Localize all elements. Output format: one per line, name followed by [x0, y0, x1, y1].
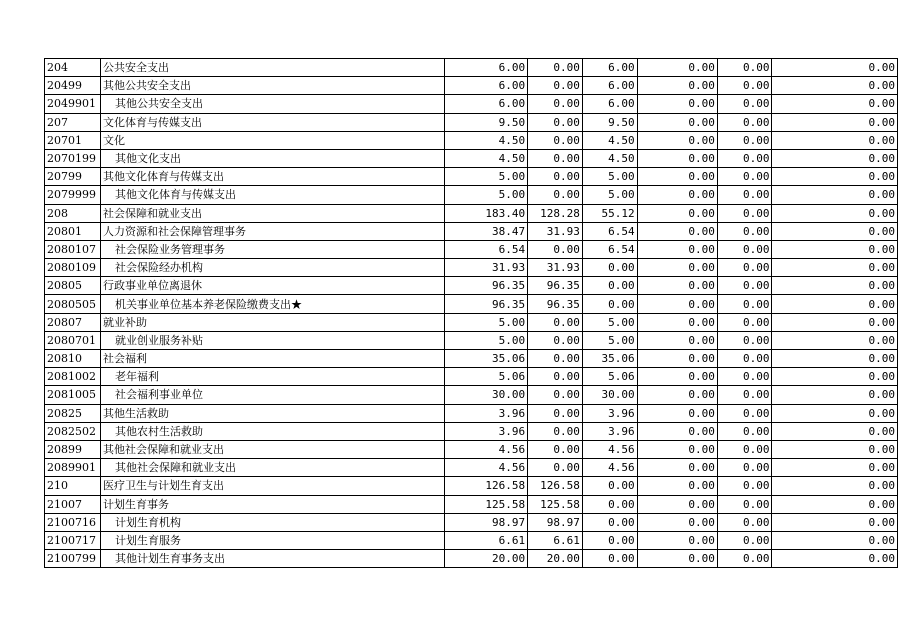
row-value-6: 0.00: [772, 422, 898, 440]
row-value-2: 96.35: [528, 295, 583, 313]
row-value-2: 0.00: [528, 386, 583, 404]
row-value-4: 0.00: [637, 350, 717, 368]
row-value-2: 20.00: [528, 550, 583, 568]
row-code: 20810: [45, 350, 101, 368]
row-value-1: 6.54: [444, 240, 527, 258]
table-row: [45, 149, 898, 167]
row-value-5: 0.00: [717, 531, 772, 549]
row-name: 人力资源和社会保障管理事务: [100, 222, 444, 240]
table-row: [45, 422, 898, 440]
row-value-5: 0.00: [717, 368, 772, 386]
row-value-2: 0.00: [528, 149, 583, 167]
row-code: 2080109: [45, 259, 101, 277]
row-value-5: 0.00: [717, 59, 772, 77]
table-row: [45, 531, 898, 549]
row-code: 2080505: [45, 295, 101, 313]
row-value-3: 6.00: [582, 77, 637, 95]
row-value-1: 4.50: [444, 149, 527, 167]
row-value-2: 6.61: [528, 531, 583, 549]
row-value-4: 0.00: [637, 550, 717, 568]
row-value-2: 31.93: [528, 259, 583, 277]
row-value-2: 0.00: [528, 404, 583, 422]
row-value-1: 35.06: [444, 350, 527, 368]
row-value-4: 0.00: [637, 277, 717, 295]
row-value-5: 0.00: [717, 513, 772, 531]
row-value-6: 0.00: [772, 331, 898, 349]
row-value-6: 0.00: [772, 386, 898, 404]
row-value-2: 126.58: [528, 477, 583, 495]
table-row: [45, 204, 898, 222]
row-value-1: 4.50: [444, 131, 527, 149]
row-value-3: 4.56: [582, 440, 637, 458]
row-name: 计划生育事务: [100, 495, 444, 513]
row-value-3: 4.56: [582, 459, 637, 477]
row-value-5: 0.00: [717, 459, 772, 477]
table-row: [45, 277, 898, 295]
row-name: 其他公共安全支出: [100, 95, 444, 113]
row-code: 2089901: [45, 459, 101, 477]
expenditure-table: [44, 58, 898, 568]
row-value-1: 5.00: [444, 168, 527, 186]
row-name: 公共安全支出: [100, 59, 444, 77]
row-value-1: 183.40: [444, 204, 527, 222]
row-value-2: 125.58: [528, 495, 583, 513]
row-value-6: 0.00: [772, 295, 898, 313]
row-value-6: 0.00: [772, 440, 898, 458]
row-value-3: 0.00: [582, 295, 637, 313]
row-code: 2080701: [45, 331, 101, 349]
row-value-2: 0.00: [528, 131, 583, 149]
row-value-6: 0.00: [772, 459, 898, 477]
row-value-6: 0.00: [772, 113, 898, 131]
row-code: 2100717: [45, 531, 101, 549]
row-name: 社会福利: [100, 350, 444, 368]
row-value-1: 6.00: [444, 59, 527, 77]
row-value-2: 128.28: [528, 204, 583, 222]
row-value-2: 0.00: [528, 422, 583, 440]
row-code: 2100716: [45, 513, 101, 531]
table-row: [45, 259, 898, 277]
row-value-4: 0.00: [637, 422, 717, 440]
row-value-6: 0.00: [772, 222, 898, 240]
row-value-2: 0.00: [528, 350, 583, 368]
row-value-4: 0.00: [637, 131, 717, 149]
row-value-3: 0.00: [582, 531, 637, 549]
table-row: [45, 131, 898, 149]
row-value-1: 96.35: [444, 295, 527, 313]
row-value-1: 30.00: [444, 386, 527, 404]
row-value-1: 31.93: [444, 259, 527, 277]
row-value-3: 6.00: [582, 59, 637, 77]
row-code: 210: [45, 477, 101, 495]
table-row: [45, 313, 898, 331]
row-value-3: 6.54: [582, 222, 637, 240]
row-value-5: 0.00: [717, 550, 772, 568]
row-code: 20825: [45, 404, 101, 422]
row-value-4: 0.00: [637, 113, 717, 131]
table-row: [45, 240, 898, 258]
row-value-4: 0.00: [637, 368, 717, 386]
row-value-2: 0.00: [528, 59, 583, 77]
row-value-2: 0.00: [528, 240, 583, 258]
row-value-2: 31.93: [528, 222, 583, 240]
row-value-1: 6.00: [444, 95, 527, 113]
row-value-2: 0.00: [528, 368, 583, 386]
row-value-2: 0.00: [528, 168, 583, 186]
row-value-1: 5.00: [444, 313, 527, 331]
table-row: [45, 350, 898, 368]
table-body: [45, 59, 898, 568]
table-row: [45, 113, 898, 131]
row-value-4: 0.00: [637, 313, 717, 331]
row-value-3: 5.00: [582, 331, 637, 349]
row-code: 2081005: [45, 386, 101, 404]
row-value-5: 0.00: [717, 295, 772, 313]
table-row: [45, 550, 898, 568]
row-value-1: 5.00: [444, 331, 527, 349]
row-value-2: 0.00: [528, 77, 583, 95]
row-code: 2082502: [45, 422, 101, 440]
row-value-3: 0.00: [582, 477, 637, 495]
row-value-4: 0.00: [637, 459, 717, 477]
row-value-1: 4.56: [444, 459, 527, 477]
row-value-1: 3.96: [444, 404, 527, 422]
table-row: [45, 331, 898, 349]
row-value-4: 0.00: [637, 168, 717, 186]
row-value-3: 5.00: [582, 313, 637, 331]
table-row: [45, 386, 898, 404]
row-code: 20807: [45, 313, 101, 331]
row-value-5: 0.00: [717, 440, 772, 458]
row-value-3: 3.96: [582, 404, 637, 422]
row-code: 20799: [45, 168, 101, 186]
row-name: 其他文化支出: [100, 149, 444, 167]
row-value-3: 5.00: [582, 168, 637, 186]
row-value-5: 0.00: [717, 495, 772, 513]
row-value-2: 0.00: [528, 331, 583, 349]
row-name: 其他社会保障和就业支出: [100, 459, 444, 477]
row-value-5: 0.00: [717, 204, 772, 222]
row-value-6: 0.00: [772, 277, 898, 295]
row-value-6: 0.00: [772, 131, 898, 149]
row-value-3: 9.50: [582, 113, 637, 131]
row-value-6: 0.00: [772, 204, 898, 222]
row-value-5: 0.00: [717, 186, 772, 204]
table-row: [45, 186, 898, 204]
row-value-6: 0.00: [772, 531, 898, 549]
row-code: 2080107: [45, 240, 101, 258]
row-value-3: 0.00: [582, 277, 637, 295]
row-value-6: 0.00: [772, 240, 898, 258]
row-value-5: 0.00: [717, 386, 772, 404]
row-value-6: 0.00: [772, 368, 898, 386]
table-row: [45, 477, 898, 495]
row-value-6: 0.00: [772, 477, 898, 495]
row-value-5: 0.00: [717, 313, 772, 331]
row-value-4: 0.00: [637, 513, 717, 531]
row-value-4: 0.00: [637, 440, 717, 458]
row-value-1: 3.96: [444, 422, 527, 440]
row-name: 社会保障和就业支出: [100, 204, 444, 222]
row-value-3: 4.50: [582, 131, 637, 149]
row-value-5: 0.00: [717, 168, 772, 186]
row-value-4: 0.00: [637, 295, 717, 313]
row-value-5: 0.00: [717, 95, 772, 113]
row-value-5: 0.00: [717, 131, 772, 149]
row-value-3: 0.00: [582, 513, 637, 531]
row-value-2: 0.00: [528, 113, 583, 131]
row-value-1: 5.00: [444, 186, 527, 204]
row-value-6: 0.00: [772, 77, 898, 95]
row-value-3: 55.12: [582, 204, 637, 222]
row-value-6: 0.00: [772, 404, 898, 422]
row-code: 20805: [45, 277, 101, 295]
table-row: [45, 368, 898, 386]
row-value-3: 4.50: [582, 149, 637, 167]
row-value-1: 6.61: [444, 531, 527, 549]
row-value-4: 0.00: [637, 240, 717, 258]
row-value-1: 98.97: [444, 513, 527, 531]
row-value-5: 0.00: [717, 422, 772, 440]
row-value-6: 0.00: [772, 259, 898, 277]
row-value-6: 0.00: [772, 149, 898, 167]
row-value-1: 126.58: [444, 477, 527, 495]
row-name: 社会保险经办机构: [100, 259, 444, 277]
row-code: 21007: [45, 495, 101, 513]
row-name: 其他农村生活救助: [100, 422, 444, 440]
table-row: [45, 513, 898, 531]
row-value-4: 0.00: [637, 59, 717, 77]
table-row: [45, 222, 898, 240]
table-row: [45, 95, 898, 113]
row-name: 就业创业服务补贴: [100, 331, 444, 349]
row-value-4: 0.00: [637, 477, 717, 495]
row-name: 其他公共安全支出: [100, 77, 444, 95]
row-value-5: 0.00: [717, 331, 772, 349]
row-value-4: 0.00: [637, 186, 717, 204]
row-value-5: 0.00: [717, 277, 772, 295]
row-value-6: 0.00: [772, 350, 898, 368]
row-value-1: 5.06: [444, 368, 527, 386]
row-code: 2079999: [45, 186, 101, 204]
row-value-4: 0.00: [637, 222, 717, 240]
row-value-2: 0.00: [528, 186, 583, 204]
row-value-6: 0.00: [772, 495, 898, 513]
row-value-1: 4.56: [444, 440, 527, 458]
row-value-3: 5.06: [582, 368, 637, 386]
row-name: 老年福利: [100, 368, 444, 386]
row-value-5: 0.00: [717, 350, 772, 368]
row-value-5: 0.00: [717, 222, 772, 240]
row-value-5: 0.00: [717, 259, 772, 277]
row-value-4: 0.00: [637, 404, 717, 422]
table-row: [45, 295, 898, 313]
table-row: [45, 168, 898, 186]
row-code: 208: [45, 204, 101, 222]
row-value-3: 0.00: [582, 259, 637, 277]
row-code: 2049901: [45, 95, 101, 113]
row-value-5: 0.00: [717, 240, 772, 258]
row-value-1: 6.00: [444, 77, 527, 95]
row-value-3: 0.00: [582, 550, 637, 568]
row-code: 20499: [45, 77, 101, 95]
row-value-3: 3.96: [582, 422, 637, 440]
row-value-4: 0.00: [637, 149, 717, 167]
row-value-5: 0.00: [717, 477, 772, 495]
row-name: 文化体育与传媒支出: [100, 113, 444, 131]
row-value-6: 0.00: [772, 168, 898, 186]
row-code: 2100799: [45, 550, 101, 568]
row-name: 就业补助: [100, 313, 444, 331]
row-code: 2070199: [45, 149, 101, 167]
row-name: 计划生育机构: [100, 513, 444, 531]
row-name: 其他文化体育与传媒支出: [100, 186, 444, 204]
table-row: [45, 459, 898, 477]
row-value-1: 20.00: [444, 550, 527, 568]
row-value-2: 98.97: [528, 513, 583, 531]
row-value-4: 0.00: [637, 331, 717, 349]
row-value-5: 0.00: [717, 404, 772, 422]
row-value-2: 0.00: [528, 95, 583, 113]
row-value-4: 0.00: [637, 531, 717, 549]
row-code: 20899: [45, 440, 101, 458]
row-value-3: 5.00: [582, 186, 637, 204]
row-value-2: 0.00: [528, 459, 583, 477]
row-value-6: 0.00: [772, 95, 898, 113]
row-value-2: 0.00: [528, 440, 583, 458]
row-value-6: 0.00: [772, 513, 898, 531]
row-value-3: 6.54: [582, 240, 637, 258]
row-value-4: 0.00: [637, 95, 717, 113]
row-value-4: 0.00: [637, 386, 717, 404]
row-name: 计划生育服务: [100, 531, 444, 549]
row-value-5: 0.00: [717, 149, 772, 167]
row-value-3: 6.00: [582, 95, 637, 113]
row-value-4: 0.00: [637, 259, 717, 277]
table-row: [45, 404, 898, 422]
row-code: 204: [45, 59, 101, 77]
row-value-6: 0.00: [772, 313, 898, 331]
table-row: [45, 440, 898, 458]
row-value-1: 38.47: [444, 222, 527, 240]
row-code: 2081002: [45, 368, 101, 386]
row-value-1: 125.58: [444, 495, 527, 513]
row-value-3: 35.06: [582, 350, 637, 368]
row-name: 其他计划生育事务支出: [100, 550, 444, 568]
table-row: [45, 495, 898, 513]
row-code: 20801: [45, 222, 101, 240]
row-value-6: 0.00: [772, 550, 898, 568]
row-value-1: 9.50: [444, 113, 527, 131]
row-value-5: 0.00: [717, 113, 772, 131]
row-code: 20701: [45, 131, 101, 149]
row-name: 其他生活救助: [100, 404, 444, 422]
row-value-2: 0.00: [528, 313, 583, 331]
row-value-6: 0.00: [772, 186, 898, 204]
table-row: [45, 59, 898, 77]
row-name: 机关事业单位基本养老保险缴费支出★: [100, 295, 444, 313]
row-name: 社会福利事业单位: [100, 386, 444, 404]
row-value-4: 0.00: [637, 204, 717, 222]
row-name: 其他社会保障和就业支出: [100, 440, 444, 458]
row-name: 医疗卫生与计划生育支出: [100, 477, 444, 495]
row-value-6: 0.00: [772, 59, 898, 77]
table-row: [45, 77, 898, 95]
row-name: 其他文化体育与传媒支出: [100, 168, 444, 186]
row-name: 社会保险业务管理事务: [100, 240, 444, 258]
row-value-4: 0.00: [637, 77, 717, 95]
row-name: 文化: [100, 131, 444, 149]
row-value-3: 30.00: [582, 386, 637, 404]
row-value-5: 0.00: [717, 77, 772, 95]
row-value-1: 96.35: [444, 277, 527, 295]
row-value-4: 0.00: [637, 495, 717, 513]
row-code: 207: [45, 113, 101, 131]
row-value-2: 96.35: [528, 277, 583, 295]
row-name: 行政事业单位离退休: [100, 277, 444, 295]
row-value-3: 0.00: [582, 495, 637, 513]
